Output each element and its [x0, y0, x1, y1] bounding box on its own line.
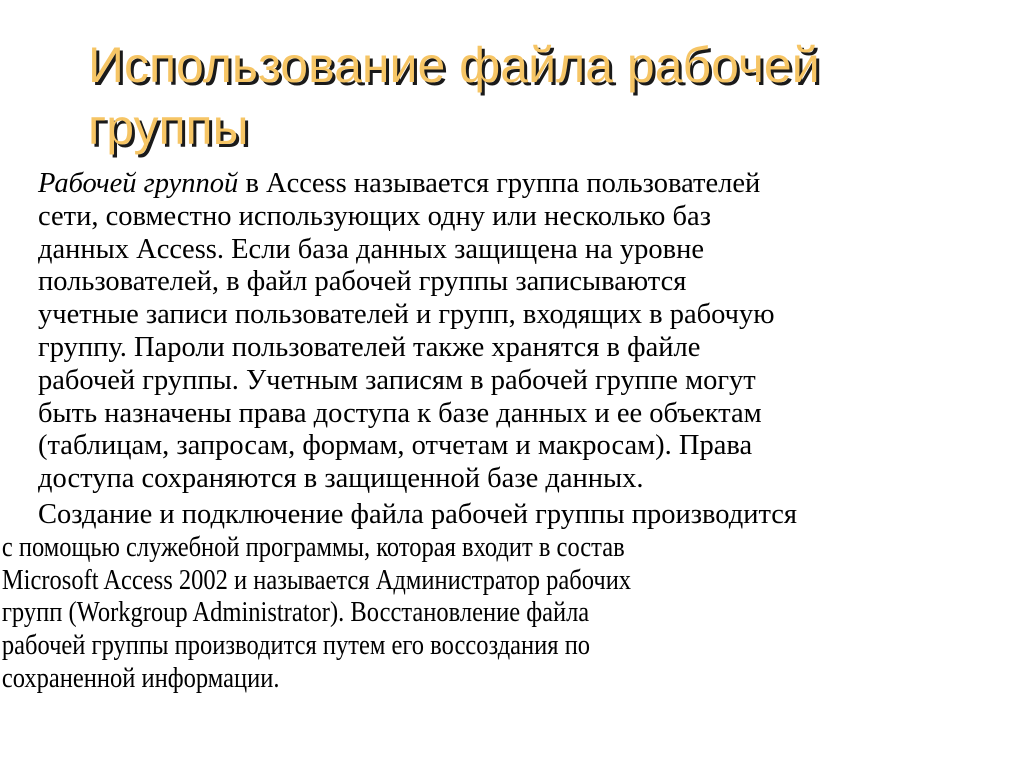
text-line: [38, 168, 988, 201]
text-line: группу. Пароли пользователей также хранятся в файле: [38, 331, 701, 363]
text-line: [1, 531, 988, 565]
title-line: Использование файла рабочей: [88, 37, 820, 93]
text-line: [1, 662, 988, 696]
italic-term: Рабочей группой: [38, 168, 239, 199]
condensed-text: Microsoft Access 2002 и называется Администратор рабочих: [1, 564, 632, 596]
condensed-text: сохраненной информации.: [1, 662, 280, 694]
text-fragment: в Access называется группа пользователей: [238, 168, 761, 199]
condensed-text: с помощью служебной программы, которая входит в состав: [1, 531, 625, 563]
condensed-text: рабочей группы производится путем его воссоздания по: [1, 630, 591, 662]
condensed-text: групп (Workgroup Administrator). Восстановление файла: [1, 597, 590, 629]
text-line: (таблицам, запросам, формам, отчетам и макросам). Права: [38, 430, 753, 462]
paragraph-workgroup-administrator: [1, 498, 988, 696]
text-line: [1, 630, 988, 663]
text-line: пользователей, в файл рабочей группы записываются: [38, 266, 687, 298]
text-line: данных Access. Если база данных защищена на уровне: [38, 233, 705, 265]
title-line: группы: [88, 99, 249, 155]
text-line: рабочей группы. Учетным записям в рабочей группе могут: [38, 364, 756, 396]
text-line: быть назначены права доступа к базе данных и ее объектам: [38, 397, 762, 429]
slide-title: [88, 34, 988, 158]
text-line: доступа сохраняются в защищенной базе данных.: [38, 463, 644, 495]
text-line: учетные записи пользователей и групп, входящих в рабочую: [38, 299, 775, 331]
slide-body: [1, 168, 988, 696]
text-line: [1, 564, 988, 598]
text-line: [1, 597, 988, 630]
text-line: сети, совместно использующих одну или несколько баз: [38, 200, 711, 232]
text-line: Создание и подключение файла рабочей группы производится: [38, 498, 798, 530]
paragraph-workgroup-definition: [38, 168, 988, 496]
